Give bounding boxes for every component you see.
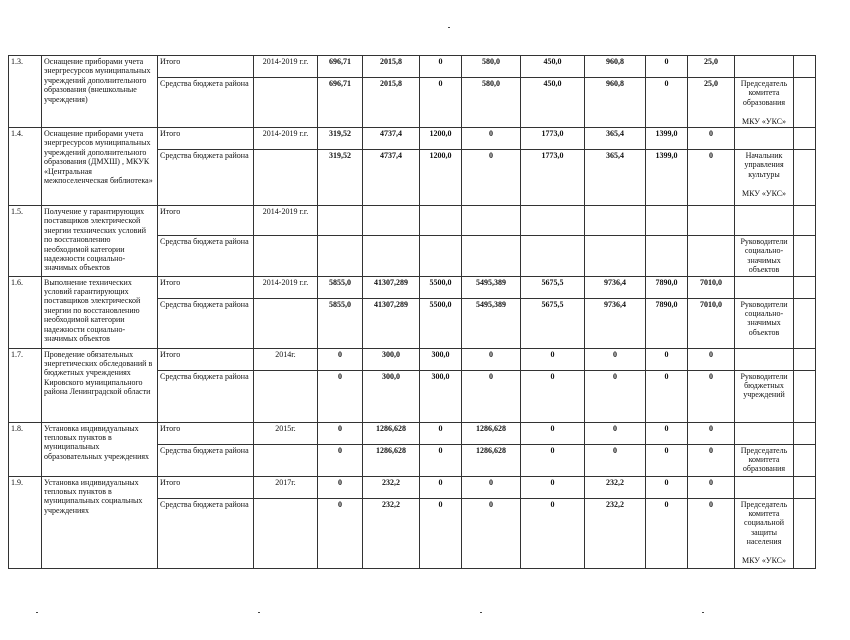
- empty-cell: [794, 150, 816, 206]
- amount-cell: 25,0: [688, 56, 735, 78]
- empty-cell: [794, 444, 816, 476]
- amount-cell: [585, 206, 646, 236]
- amount-cell: 1200,0: [420, 128, 462, 150]
- period: 2014-2019 г.г.: [254, 276, 318, 298]
- amount-cell: 0: [585, 444, 646, 476]
- amount-cell: 7890,0: [646, 298, 688, 348]
- row-number: 1.4.: [9, 128, 42, 206]
- responsible: Руководители бюджетных учреждений: [735, 370, 794, 422]
- amount-cell: [462, 236, 521, 277]
- amount-cell: 0: [318, 422, 363, 444]
- amount-cell: 0: [646, 370, 688, 422]
- scan-speck: [36, 612, 38, 613]
- empty-cell: [794, 128, 816, 150]
- amount-cell: 232,2: [585, 498, 646, 568]
- funding-source: Итого: [158, 56, 254, 78]
- amount-cell: 0: [420, 444, 462, 476]
- amount-cell: 696,71: [318, 56, 363, 78]
- amount-cell: 5855,0: [318, 276, 363, 298]
- period: [254, 498, 318, 568]
- amount-cell: 450,0: [521, 56, 585, 78]
- amount-cell: 7890,0: [646, 276, 688, 298]
- amount-cell: 232,2: [363, 476, 420, 498]
- amount-cell: 0: [318, 476, 363, 498]
- empty-cell: [794, 236, 816, 277]
- amount-cell: 300,0: [420, 348, 462, 370]
- amount-cell: 1773,0: [521, 128, 585, 150]
- funding-source: Итого: [158, 276, 254, 298]
- measure-name: Выполнение технических условий гарантирующих поставщиков электрической энергии по восстановлению необходимой категории надежности социально-значимых объектов: [42, 276, 158, 348]
- amount-cell: 0: [521, 476, 585, 498]
- amount-cell: [646, 206, 688, 236]
- responsible: Руководители социально-значимых объектов: [735, 298, 794, 348]
- amount-cell: [688, 236, 735, 277]
- period: [254, 150, 318, 206]
- amount-cell: [688, 206, 735, 236]
- amount-cell: 7010,0: [688, 298, 735, 348]
- amount-cell: 580,0: [462, 56, 521, 78]
- amount-cell: 0: [462, 498, 521, 568]
- period: 2014г.: [254, 348, 318, 370]
- empty-cell: [794, 498, 816, 568]
- amount-cell: 0: [688, 476, 735, 498]
- funding-source: Средства бюджета района: [158, 78, 254, 128]
- amount-cell: 319,52: [318, 150, 363, 206]
- amount-cell: 0: [462, 476, 521, 498]
- row-number: 1.7.: [9, 348, 42, 422]
- amount-cell: 960,8: [585, 78, 646, 128]
- amount-cell: [363, 206, 420, 236]
- amount-cell: 0: [462, 370, 521, 422]
- amount-cell: 0: [646, 348, 688, 370]
- empty-cell: [794, 276, 816, 298]
- amount-cell: 0: [462, 348, 521, 370]
- responsible: Председатель комитета образования МКУ «УКС»: [735, 78, 794, 128]
- measure-name: Проведение обязательных энергетических обследований в бюджетных учреждениях Кировского муниципального района Ленинградской области: [42, 348, 158, 422]
- amount-cell: 0: [521, 444, 585, 476]
- period: 2015г.: [254, 422, 318, 444]
- amount-cell: 9736,4: [585, 276, 646, 298]
- amount-cell: [521, 206, 585, 236]
- amount-cell: [521, 236, 585, 277]
- amount-cell: [462, 206, 521, 236]
- amount-cell: [318, 206, 363, 236]
- amount-cell: 0: [646, 422, 688, 444]
- amount-cell: 0: [688, 498, 735, 568]
- scan-speck: [480, 612, 482, 613]
- amount-cell: 1200,0: [420, 150, 462, 206]
- amount-cell: [420, 206, 462, 236]
- scan-speck: [702, 612, 704, 613]
- scan-speck: [258, 612, 260, 613]
- amount-cell: 232,2: [363, 498, 420, 568]
- responsible: [735, 128, 794, 150]
- row-number: 1.6.: [9, 276, 42, 348]
- table-row: [9, 56, 816, 78]
- empty-cell: [794, 206, 816, 236]
- period: [254, 444, 318, 476]
- amount-cell: 0: [646, 56, 688, 78]
- amount-cell: 9736,4: [585, 298, 646, 348]
- period: 2014-2019 г.г.: [254, 128, 318, 150]
- amount-cell: 0: [318, 444, 363, 476]
- amount-cell: [363, 236, 420, 277]
- responsible: Руководители социально-значимых объектов: [735, 236, 794, 277]
- program-table: [8, 55, 816, 569]
- amount-cell: 5495,389: [462, 298, 521, 348]
- amount-cell: 232,2: [585, 476, 646, 498]
- amount-cell: 0: [521, 370, 585, 422]
- empty-cell: [794, 78, 816, 128]
- measure-name: Оснащение приборами учета энергресурсов муниципальных учреждений дополнительного образования (ДМХШ) , МКУК «Центральная межпоселенческая библиотека»: [42, 128, 158, 206]
- responsible: [735, 422, 794, 444]
- period: 2014-2019 г.г.: [254, 56, 318, 78]
- funding-source: Средства бюджета района: [158, 150, 254, 206]
- table-row: [9, 128, 816, 150]
- funding-source: Средства бюджета района: [158, 236, 254, 277]
- amount-cell: 319,52: [318, 128, 363, 150]
- amount-cell: 300,0: [363, 348, 420, 370]
- amount-cell: 1286,628: [462, 422, 521, 444]
- period: 2014-2019 г.г.: [254, 206, 318, 236]
- amount-cell: 365,4: [585, 150, 646, 206]
- amount-cell: 5500,0: [420, 298, 462, 348]
- amount-cell: 450,0: [521, 78, 585, 128]
- funding-source: Итого: [158, 422, 254, 444]
- amount-cell: 0: [688, 128, 735, 150]
- amount-cell: 365,4: [585, 128, 646, 150]
- amount-cell: 0: [585, 422, 646, 444]
- amount-cell: 0: [688, 444, 735, 476]
- table-row: [9, 206, 816, 236]
- amount-cell: [420, 236, 462, 277]
- measure-name: Установка индивидуальных тепловых пунктов в муниципальных социальных учреждениях: [42, 476, 158, 568]
- empty-cell: [794, 298, 816, 348]
- amount-cell: 1286,628: [363, 422, 420, 444]
- amount-cell: 2015,8: [363, 56, 420, 78]
- row-number: 1.5.: [9, 206, 42, 277]
- measure-name: Оснащение приборами учета энергресурсов муниципальных учреждений дополнительного образования (внешкольные учреждения): [42, 56, 158, 128]
- amount-cell: 696,71: [318, 78, 363, 128]
- table-row: [9, 276, 816, 298]
- amount-cell: 300,0: [420, 370, 462, 422]
- amount-cell: 0: [688, 422, 735, 444]
- amount-cell: 7010,0: [688, 276, 735, 298]
- responsible: Председатель комитета образования: [735, 444, 794, 476]
- amount-cell: 0: [585, 370, 646, 422]
- amount-cell: 0: [688, 150, 735, 206]
- scan-speck: [448, 27, 450, 28]
- amount-cell: 0: [462, 150, 521, 206]
- amount-cell: 0: [521, 422, 585, 444]
- amount-cell: 0: [521, 348, 585, 370]
- funding-source: Средства бюджета района: [158, 498, 254, 568]
- amount-cell: 5855,0: [318, 298, 363, 348]
- amount-cell: 0: [646, 78, 688, 128]
- empty-cell: [794, 348, 816, 370]
- empty-cell: [794, 56, 816, 78]
- amount-cell: 1286,628: [363, 444, 420, 476]
- amount-cell: 1286,628: [462, 444, 521, 476]
- period: 2017г.: [254, 476, 318, 498]
- amount-cell: 0: [318, 498, 363, 568]
- amount-cell: 5500,0: [420, 276, 462, 298]
- amount-cell: 1773,0: [521, 150, 585, 206]
- table-row: [9, 348, 816, 370]
- empty-cell: [794, 422, 816, 444]
- amount-cell: 0: [585, 348, 646, 370]
- amount-cell: 0: [646, 476, 688, 498]
- amount-cell: 41307,289: [363, 276, 420, 298]
- measure-name: Установка индивидуальных тепловых пунктов в муниципальных образовательных учреждениях: [42, 422, 158, 476]
- amount-cell: [585, 236, 646, 277]
- funding-source: Итого: [158, 206, 254, 236]
- amount-cell: 300,0: [363, 370, 420, 422]
- responsible: [735, 276, 794, 298]
- funding-source: Итого: [158, 476, 254, 498]
- amount-cell: 0: [646, 498, 688, 568]
- amount-cell: 1399,0: [646, 150, 688, 206]
- amount-cell: [646, 236, 688, 277]
- amount-cell: 960,8: [585, 56, 646, 78]
- amount-cell: 0: [462, 128, 521, 150]
- responsible: [735, 476, 794, 498]
- amount-cell: 0: [688, 370, 735, 422]
- amount-cell: 41307,289: [363, 298, 420, 348]
- responsible: Председатель комитета социальной защиты населения МКУ «УКС»: [735, 498, 794, 568]
- amount-cell: 0: [521, 498, 585, 568]
- amount-cell: 0: [420, 422, 462, 444]
- amount-cell: 2015,8: [363, 78, 420, 128]
- amount-cell: 0: [688, 348, 735, 370]
- amount-cell: 25,0: [688, 78, 735, 128]
- period: [254, 370, 318, 422]
- amount-cell: 0: [318, 348, 363, 370]
- table-row: [9, 476, 816, 498]
- funding-source: Средства бюджета района: [158, 298, 254, 348]
- empty-cell: [794, 476, 816, 498]
- responsible: [735, 348, 794, 370]
- amount-cell: 5495,389: [462, 276, 521, 298]
- amount-cell: 0: [646, 444, 688, 476]
- funding-source: Средства бюджета района: [158, 444, 254, 476]
- table-row: [9, 422, 816, 444]
- row-number: 1.3.: [9, 56, 42, 128]
- amount-cell: 0: [420, 476, 462, 498]
- amount-cell: 0: [420, 56, 462, 78]
- responsible: Начальник управления культуры МКУ «УКС»: [735, 150, 794, 206]
- amount-cell: 1399,0: [646, 128, 688, 150]
- empty-cell: [794, 370, 816, 422]
- row-number: 1.9.: [9, 476, 42, 568]
- amount-cell: 4737,4: [363, 150, 420, 206]
- period: [254, 236, 318, 277]
- measure-name: Получение у гарантирующих поставщиков электрической энергии технических условий по восстановлению необходимой категории надежности социально-значимых объектов: [42, 206, 158, 277]
- row-number: 1.8.: [9, 422, 42, 476]
- funding-source: Итого: [158, 128, 254, 150]
- responsible: [735, 56, 794, 78]
- amount-cell: 580,0: [462, 78, 521, 128]
- amount-cell: 0: [318, 370, 363, 422]
- amount-cell: 5675,5: [521, 276, 585, 298]
- amount-cell: 5675,5: [521, 298, 585, 348]
- period: [254, 298, 318, 348]
- responsible: [735, 206, 794, 236]
- amount-cell: 0: [420, 498, 462, 568]
- funding-source: Итого: [158, 348, 254, 370]
- funding-source: Средства бюджета района: [158, 370, 254, 422]
- amount-cell: [318, 236, 363, 277]
- amount-cell: 0: [420, 78, 462, 128]
- amount-cell: 4737,4: [363, 128, 420, 150]
- period: [254, 78, 318, 128]
